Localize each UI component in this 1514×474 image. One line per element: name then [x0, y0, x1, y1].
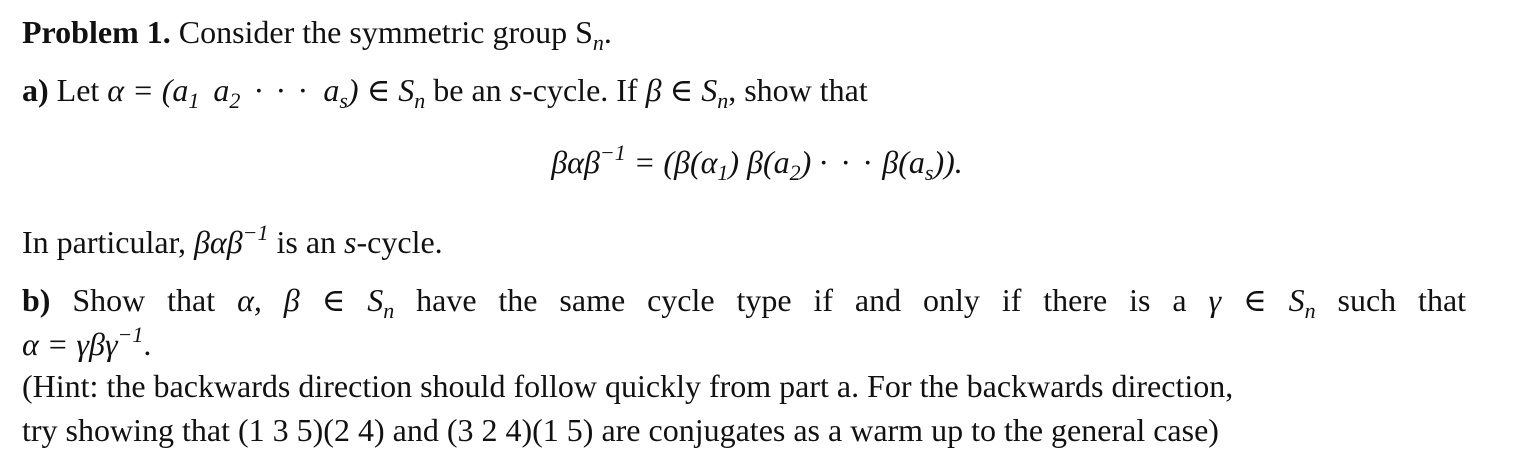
- part-b-equation-line: α = γβγ$^{-1}$.: [22, 322, 152, 362]
- alpha-beta-in-sn: α, β ∈ $S_n$: [237, 282, 395, 323]
- conjugate-inline: βαβ$^{-1}$: [193, 220, 269, 260]
- particular-line: [22, 220, 443, 260]
- problem-heading-line: [22, 14, 612, 55]
- particular-text-cycle: -cycle.: [356, 224, 443, 260]
- particular-text: In particular,: [22, 224, 186, 260]
- part-a-text-cycle: -cycle. If: [522, 72, 638, 108]
- hint-line-2: try showing that (1 3 5)(2 4) and (3 2 4)(1 5) are conjugates as a warm up to the general case): [22, 412, 1219, 448]
- alpha-definition: $\alpha = (a_1$ $a_2$ · · · $a_s$) ∈ $S_n$: [107, 72, 426, 113]
- part-b-text-cycle-type: have the same cycle type if and only if there is a: [416, 282, 1187, 318]
- problem-label: Problem 1.: [22, 14, 171, 50]
- part-b-label: b): [22, 282, 51, 318]
- part-a-label: a): [22, 72, 49, 108]
- part-a-text-be-an: be an: [433, 72, 502, 108]
- s-variable: s: [509, 72, 523, 108]
- hint-line-1: (Hint: the backwards direction should follow quickly from part a. For the backwards direction,: [22, 368, 1234, 404]
- beta-in-sn: β ∈ $S_n$: [645, 72, 729, 113]
- part-a-text-show: , show that: [728, 72, 868, 108]
- problem-statement-end: .: [603, 14, 612, 50]
- conjugate-expression: $\beta\alpha\beta^{-1} = (\beta(\alpha_1) \beta(a_2)$ · · · $\beta(a_s)$).: [551, 140, 963, 185]
- s-variable-2: s: [344, 224, 357, 260]
- part-b-text-such-that: such that: [1337, 282, 1467, 318]
- conjugacy-equation: α = γβγ$^{-1}$: [22, 322, 144, 362]
- part-a-text-let: Let: [56, 72, 100, 108]
- part-b-text-show: Show that: [72, 282, 216, 318]
- part-a-line: [22, 72, 868, 113]
- gamma-in-sn: γ ∈ $S_n$: [1208, 282, 1316, 323]
- problem-statement: Consider the symmetric group S: [178, 14, 593, 50]
- problem-sub-n: n: [592, 30, 604, 55]
- display-equation: [0, 140, 1514, 185]
- particular-text-is-an: is an: [276, 224, 337, 260]
- part-b-line: [22, 282, 1467, 323]
